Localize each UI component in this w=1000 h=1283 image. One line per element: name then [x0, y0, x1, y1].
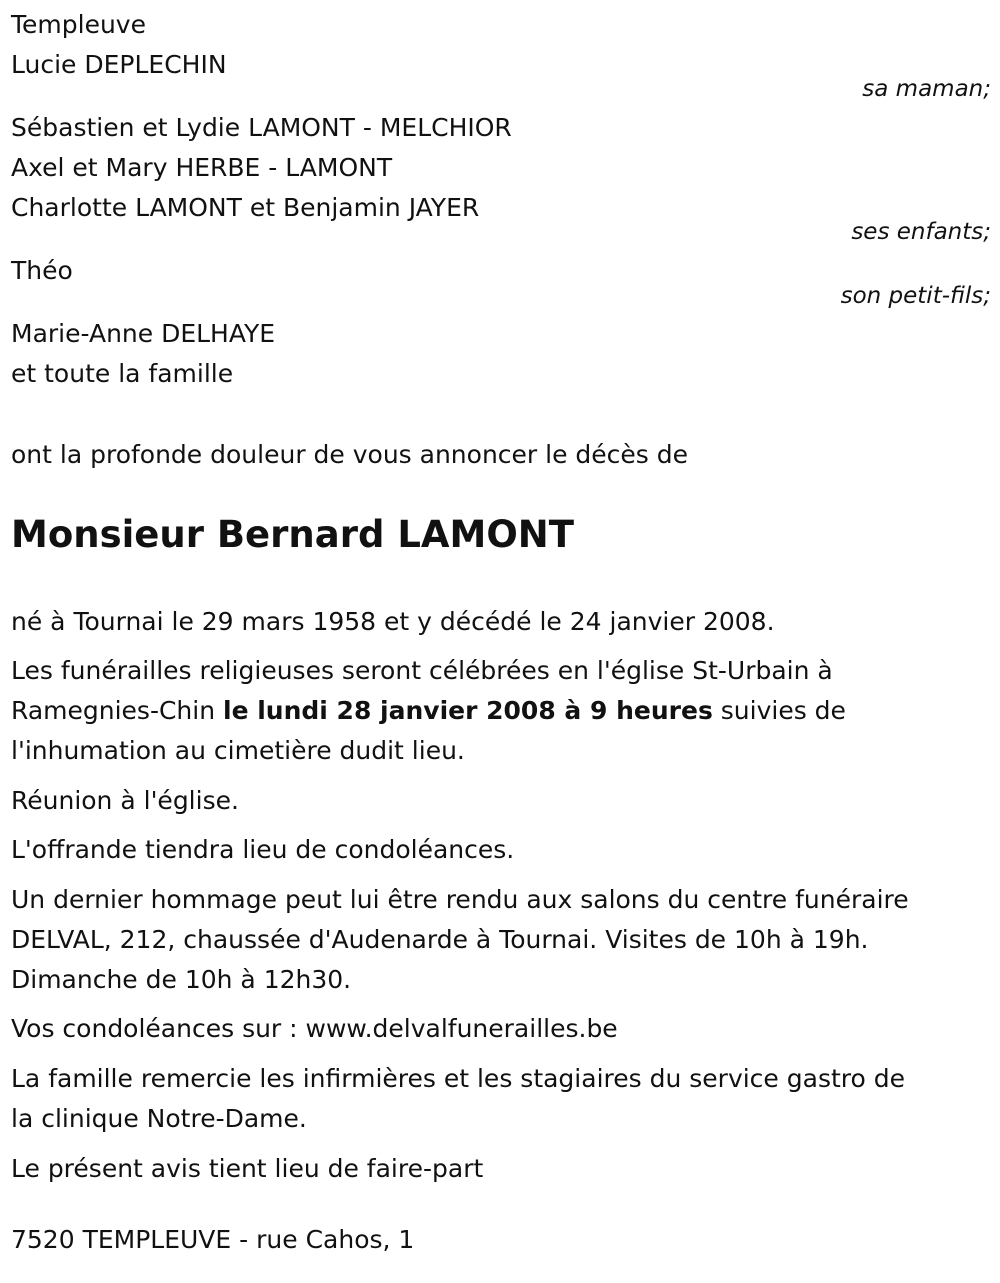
notice-line: Le présent avis tient lieu de faire-part [11, 1154, 484, 1183]
town-line: Templeuve [11, 10, 146, 39]
funeral-line-3: l'inhumation au cimetière dudit lieu. [11, 736, 465, 765]
family-line: et toute la famille [11, 359, 234, 388]
child-line-1: Sébastien et Lydie LAMONT - MELCHIOR [11, 113, 512, 142]
child-line-2: Axel et Mary HERBE - LAMONT [11, 153, 393, 182]
child-line-3: Charlotte LAMONT et Benjamin JAYER [11, 193, 480, 222]
announcement-line: ont la profonde douleur de vous annoncer le décès de [11, 440, 689, 469]
deceased-name: Monsieur Bernard LAMONT [11, 513, 575, 556]
funeral-line-2 [11, 691, 846, 731]
thanks-line-1: La famille remercie les infirmières et les stagiaires du service gastro de [11, 1064, 905, 1093]
address-line: 7520 TEMPLEUVE - rue Cahos, 1 [11, 1225, 415, 1254]
tribute-line-2: DELVAL, 212, chaussée d'Audenarde à Tournai. Visites de 10h à 19h. [11, 925, 869, 954]
funeral-place: Ramegnies-Chin [11, 696, 223, 725]
children-role: ses enfants; [851, 219, 991, 245]
thanks-line-2: la clinique Notre-Dame. [11, 1104, 307, 1133]
mother-role: sa maman; [862, 76, 991, 102]
condolences-line: Vos condoléances sur : www.delvalfunerailles.be [11, 1014, 618, 1043]
funeral-followup: suivies de [712, 696, 846, 725]
offering-line: L'offrande tiendra lieu de condoléances. [11, 835, 515, 864]
tribute-line-1: Un dernier hommage peut lui être rendu aux salons du centre funéraire [11, 885, 909, 914]
other-name: Marie-Anne DELHAYE [11, 319, 276, 348]
meeting-line: Réunion à l'église. [11, 786, 239, 815]
birth-death-line: né à Tournai le 29 mars 1958 et y décédé le 24 janvier 2008. [11, 607, 775, 636]
mother-name: Lucie DEPLECHIN [11, 50, 227, 79]
grandson-name: Théo [11, 256, 73, 285]
funeral-line-1: Les funérailles religieuses seront célébrées en l'église St-Urbain à [11, 656, 833, 685]
grandson-role: son petit-fils; [840, 283, 991, 309]
tribute-line-3: Dimanche de 10h à 12h30. [11, 965, 352, 994]
funeral-date-time: le lundi 28 janvier 2008 à 9 heures [223, 696, 713, 725]
